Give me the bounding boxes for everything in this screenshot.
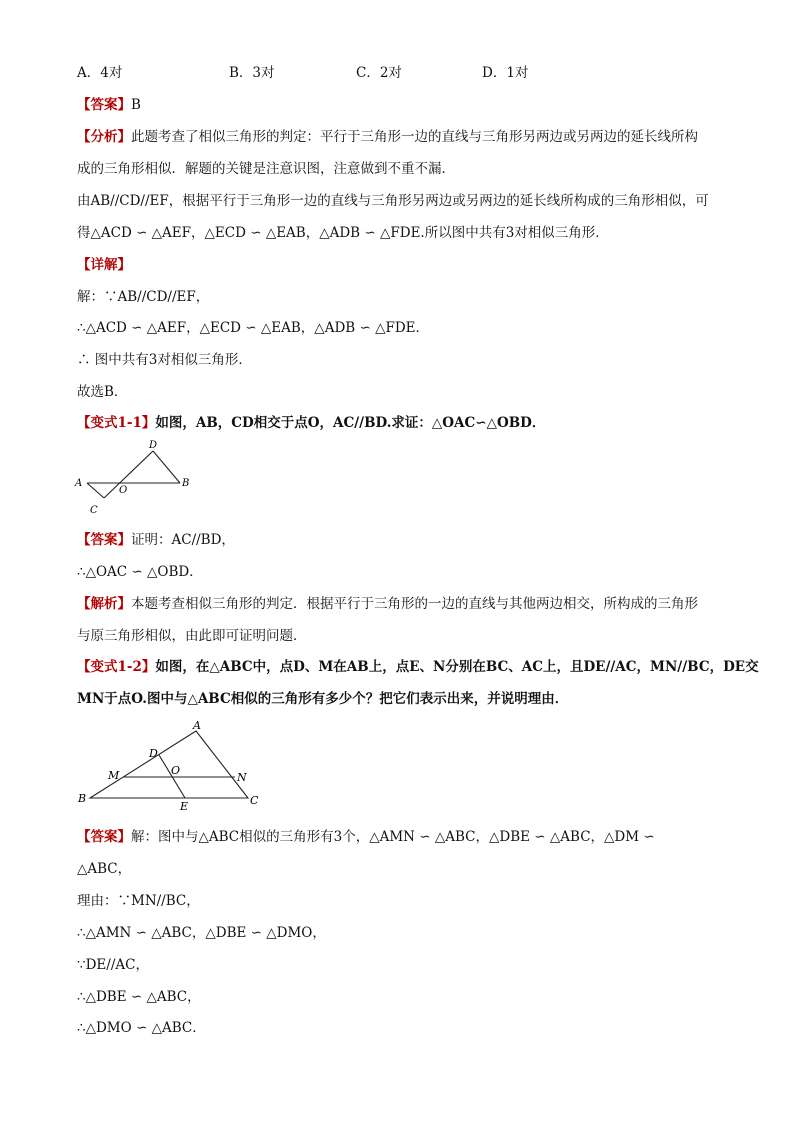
analysis-text: 本题考查相似三角形的判定．根据平行于三角形的一边的直线与其他两边相交，所构成的三角形 [131, 596, 698, 612]
variant-question-text: 如图，在△ABC中，点D、M在AB上，点E、N分别在BC、AC上，且DE//AC，MN//BC，DE交 [155, 659, 759, 675]
detail-tag: 【详解】 [77, 257, 131, 273]
variant-1-2-reason-line-3: ∵DE//AC， [77, 957, 149, 973]
option-a: A．4对 [77, 65, 123, 81]
variant-1-2-reason-line-2: ∴△AMN ∽ △ABC，△DBE ∽ △DMO， [77, 925, 326, 941]
answer-text: 证明：AC//BD， [131, 532, 235, 548]
q1-analysis-line-2: 成的三角形相似．解题的关键是注意识图，注意做到不重不漏． [77, 161, 455, 177]
variant-1-2-question-line-1 [77, 657, 759, 677]
variant-1-2-reason-line-5: ∴△DMO ∽ △ABC． [77, 1020, 206, 1036]
analysis-tag: 【分析】 [77, 129, 131, 145]
point-label-a: A [75, 478, 83, 489]
answer-tag: 【答案】 [77, 97, 131, 113]
point-label-c: C [250, 794, 259, 807]
variant-1-2-reason-line-4: ∴△DBE ∽ △ABC， [77, 989, 201, 1005]
variant-1-1-analysis-line-1 [77, 594, 698, 614]
option-c: C．2对 [356, 65, 402, 81]
q1-detail-line-1: 解：∵AB//CD//EF， [77, 289, 210, 305]
variant-1-2-answer-line-2: △ABC， [77, 861, 132, 877]
option-d: D．1对 [482, 65, 529, 81]
figure-intersecting-lines [70, 438, 210, 518]
variant-tag: 【变式1-2】 [77, 659, 156, 675]
q1-analysis-line-1 [77, 127, 698, 147]
variant-1-2-answer-line-1 [77, 827, 655, 847]
point-label-d: D [149, 440, 158, 451]
q1-analysis-line-3: 由AB//CD//EF，根据平行于三角形一边的直线与三角形另两边或另两边的延长线所构成的三角形相似，可 [77, 193, 709, 209]
point-label-e: E [180, 800, 189, 813]
variant-1-1-analysis-line-2: 与原三角形相似，由此即可证明问题． [77, 628, 307, 644]
q1-analysis-line-4: 得△ACD ∽ △AEF，△ECD ∽ △EAB，△ADB ∽ △FDE.所以图中共有3对相似三角形． [77, 225, 609, 241]
point-label-m: M [108, 769, 120, 782]
point-label-o: O [119, 485, 128, 496]
point-label-d: D [149, 747, 158, 760]
point-label-n: N [237, 771, 247, 784]
variant-1-2-reason-line-1: 理由：∵MN//BC， [77, 893, 200, 909]
q1-detail-line-4: 故选B． [77, 384, 128, 400]
figure-triangle-abc [72, 718, 272, 818]
q1-detail-line-3: ∴ 图中共有3对相似三角形． [77, 352, 252, 368]
answer-value: B [131, 97, 141, 113]
variant-question-text: 如图，AB，CD相交于点O，AC//BD.求证：△OAC∽△OBD． [155, 415, 546, 431]
answer-tag: 【答案】 [77, 829, 131, 845]
q1-detail-line-2: ∴△ACD ∽ △AEF，△ECD ∽ △EAB，△ADB ∽ △FDE． [77, 320, 430, 336]
triangle-abc [90, 731, 248, 798]
point-label-a: A [193, 719, 201, 732]
variant-1-1-answer-line-1 [77, 530, 235, 550]
variant-1-1-answer-line-2: ∴△OAC ∽ △OBD． [77, 564, 203, 580]
option-b: B．3对 [229, 65, 275, 81]
variant-1-2-question-line-2: MN于点O.图中与△ABC相似的三角形有多少个？把它们表示出来，并说明理由． [77, 691, 569, 707]
answer-tag: 【答案】 [77, 532, 131, 548]
answer-text: 解：图中与△ABC相似的三角形有3个，△AMN ∽ △ABC，△DBE ∽ △ABC，△DM ∽ [131, 829, 655, 845]
q1-answer-line [77, 95, 141, 115]
point-label-b: B [78, 792, 87, 805]
segment-bd [153, 451, 180, 483]
segment-cd [104, 451, 153, 498]
variant-tag: 【变式1-1】 [77, 415, 156, 431]
variant-1-1-question [77, 413, 545, 433]
analysis-tag: 【解析】 [77, 596, 131, 612]
point-label-o: O [171, 764, 181, 777]
segment-ac [87, 483, 104, 498]
analysis-text: 此题考查了相似三角形的判定：平行于三角形一边的直线与三角形另两边或另两边的延长线所构 [131, 129, 698, 145]
point-label-c: C [90, 505, 98, 516]
point-label-b: B [182, 478, 190, 489]
